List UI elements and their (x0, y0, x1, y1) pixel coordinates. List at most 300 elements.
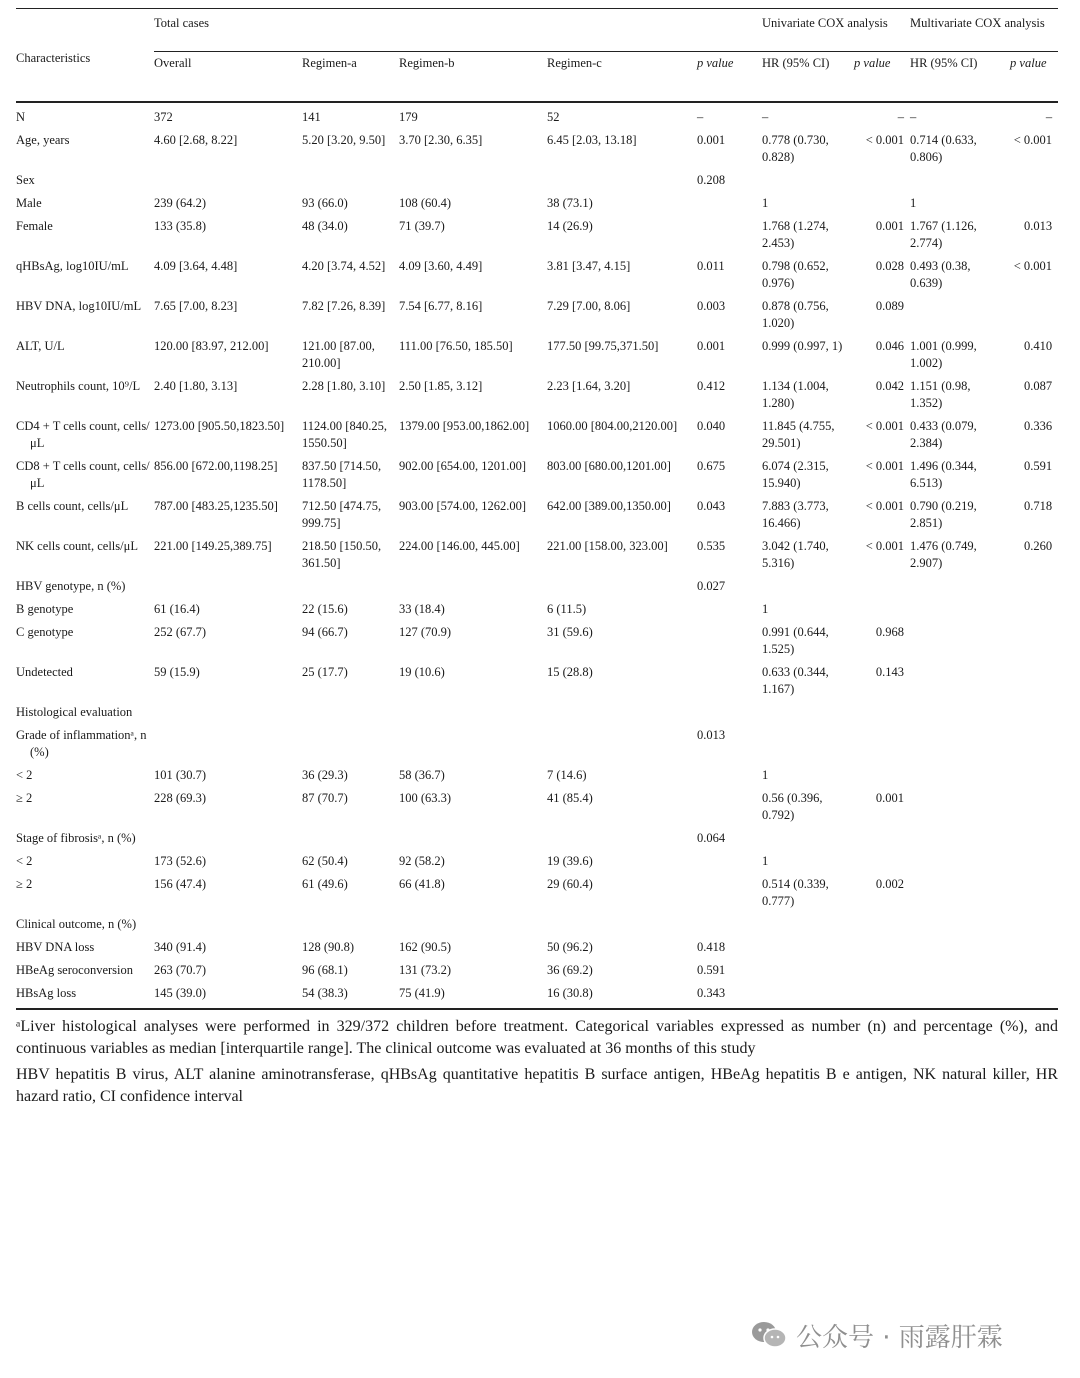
table-row (16, 166, 1058, 189)
cell-univariate-p (854, 189, 910, 212)
table-row (16, 452, 1058, 492)
row-label: Age, years (16, 133, 70, 147)
table-row (16, 412, 1058, 452)
cell-univariate-hr: 0.878 (0.756, 1.020) (762, 299, 829, 330)
cell-p-value (697, 910, 762, 933)
table-row (16, 784, 1058, 824)
cell-multivariate-hr: – (910, 110, 917, 124)
watermark-text: 公众号 · 雨露肝霖 (796, 1322, 1003, 1353)
row-label: HBV genotype, n (%) (16, 579, 126, 593)
cell-univariate-p: 0.028 (875, 259, 905, 273)
cell-multivariate-hr (910, 847, 994, 870)
cell-multivariate-hr (910, 166, 994, 189)
cell-univariate-hr (762, 956, 854, 979)
cell-overall: 4.60 [2.68, 8.22] (154, 133, 238, 147)
cell-univariate-hr: 3.042 (1.740, 5.316) (762, 539, 829, 570)
cell-regimen-b: 100 (63.3) (399, 791, 452, 805)
cell-univariate-hr (762, 979, 854, 1009)
row-label: ≥ 2 (16, 877, 33, 891)
cell-regimen-c: 52 (547, 110, 560, 124)
cell-regimen-c (547, 698, 697, 721)
cell-p-value: – (697, 110, 704, 124)
cell-multivariate-p: < 0.001 (1013, 133, 1053, 147)
cell-overall (154, 824, 302, 847)
table-row (16, 252, 1058, 292)
cell-univariate-p: 0.968 (875, 625, 905, 639)
cell-regimen-b (399, 572, 547, 595)
row-label: Female (16, 219, 53, 233)
cell-regimen-c (547, 910, 697, 933)
row-label: Stage of fibrosisᵃ, n (%) (16, 831, 136, 845)
cell-regimen-a: 7.82 [7.26, 8.39] (302, 299, 386, 313)
cell-regimen-a: 54 (38.3) (302, 979, 399, 1009)
cell-regimen-a: 218.50 [150.50, 361.50] (302, 539, 382, 570)
cell-overall: 1273.00 [905.50,1823.50] (154, 419, 285, 433)
cell-regimen-c: 803.00 [680.00,1201.00] (547, 459, 671, 473)
cell-multivariate-hr (910, 721, 994, 761)
cell-regimen-b: 71 (39.7) (399, 219, 445, 233)
cell-regimen-b: 162 (90.5) (399, 940, 452, 954)
cell-overall: 239 (64.2) (154, 196, 207, 210)
cell-multivariate-hr (910, 698, 994, 721)
cell-regimen-c: 29 (60.4) (547, 877, 593, 891)
cell-multivariate-hr: 1.496 (0.344, 6.513) (910, 459, 977, 490)
cell-multivariate-p (994, 910, 1058, 933)
cell-overall (154, 721, 302, 761)
cell-multivariate-hr (910, 595, 994, 618)
cell-multivariate-hr (910, 824, 994, 847)
row-label: C genotype (16, 625, 74, 639)
row-label: < 2 (16, 768, 33, 782)
table-row (16, 532, 1058, 572)
cell-multivariate-p (994, 166, 1058, 189)
cell-univariate-p (854, 761, 910, 784)
cell-p-value: 0.675 (697, 459, 726, 473)
cell-regimen-c: 7 (14.6) (547, 768, 587, 782)
cell-overall (154, 910, 302, 933)
cell-univariate-hr (762, 721, 854, 761)
cell-multivariate-p: 0.591 (1023, 459, 1053, 473)
cell-regimen-a (302, 721, 399, 761)
cell-overall: 2.40 [1.80, 3.13] (154, 379, 238, 393)
cell-univariate-p (854, 572, 910, 595)
cell-regimen-c: 7.29 [7.00, 8.06] (547, 299, 631, 313)
cell-regimen-a: 87 (70.7) (302, 791, 348, 805)
cell-univariate-p (854, 824, 910, 847)
cell-multivariate-p (994, 595, 1058, 618)
cell-p-value: 0.001 (697, 339, 726, 353)
cell-univariate-p: 0.089 (875, 299, 905, 313)
cell-regimen-c: 50 (96.2) (547, 940, 593, 954)
cell-regimen-b: 33 (18.4) (399, 602, 445, 616)
cell-multivariate-p (994, 933, 1058, 956)
cell-multivariate-p (994, 956, 1058, 979)
cell-univariate-hr: 1 (762, 768, 769, 782)
cell-p-value: 0.343 (697, 979, 762, 1009)
cell-multivariate-p (994, 979, 1058, 1009)
table-row (16, 492, 1058, 532)
row-label: HBeAg seroconversion (16, 963, 133, 977)
cell-univariate-p: < 0.001 (865, 133, 905, 147)
cell-regimen-b (399, 721, 547, 761)
cell-regimen-a (302, 910, 399, 933)
cell-overall: 340 (91.4) (154, 940, 207, 954)
cell-regimen-c: 177.50 [99.75,371.50] (547, 339, 659, 353)
cell-multivariate-p: 0.336 (1023, 419, 1053, 433)
cell-univariate-hr: 0.778 (0.730, 0.828) (762, 133, 829, 164)
col-regimen-b: Regimen-b (399, 52, 547, 103)
cell-overall: 856.00 [672.00,1198.25] (154, 459, 278, 473)
cell-p-value: 0.027 (697, 579, 726, 593)
cell-regimen-c: 221.00 [158.00, 323.00] (547, 539, 668, 553)
col-p-value: p value (697, 52, 762, 103)
cell-regimen-a: 22 (15.6) (302, 602, 348, 616)
cell-univariate-hr: 0.633 (0.344, 1.167) (762, 665, 829, 696)
cell-regimen-c: 14 (26.9) (547, 219, 593, 233)
cell-univariate-p: 0.001 (875, 219, 905, 233)
cell-regimen-a: 25 (17.7) (302, 665, 348, 679)
cell-p-value (697, 189, 762, 212)
cell-multivariate-hr: 1.151 (0.98, 1.352) (910, 379, 971, 410)
cell-multivariate-p (994, 618, 1058, 658)
cell-multivariate-hr (910, 784, 994, 824)
cell-univariate-p (854, 698, 910, 721)
cell-regimen-c: 3.81 [3.47, 4.15] (547, 259, 631, 273)
cell-p-value: 0.001 (697, 133, 726, 147)
cell-p-value: 0.412 (697, 379, 726, 393)
cell-multivariate-p: 0.718 (1023, 499, 1053, 513)
cell-p-value: 0.011 (697, 259, 725, 273)
cell-p-value: 0.043 (697, 499, 726, 513)
row-label: HBV DNA loss (16, 940, 95, 954)
cell-regimen-a: 61 (49.6) (302, 877, 348, 891)
cell-overall: 4.09 [3.64, 4.48] (154, 259, 238, 273)
cell-univariate-hr (762, 166, 854, 189)
cell-multivariate-hr (910, 572, 994, 595)
cell-regimen-a: 141 (302, 110, 321, 124)
wechat-icon (750, 1320, 788, 1350)
table-row (16, 189, 1058, 212)
cell-multivariate-hr: 0.714 (0.633, 0.806) (910, 133, 977, 164)
row-label: Male (16, 196, 42, 210)
table-row (16, 102, 1058, 126)
cell-regimen-b: 127 (70.9) (399, 625, 452, 639)
cell-overall: 145 (39.0) (154, 979, 302, 1009)
table-row (16, 721, 1058, 761)
cell-univariate-hr: 0.514 (0.339, 0.777) (762, 877, 829, 908)
cell-multivariate-p (994, 870, 1058, 910)
cell-multivariate-p (994, 698, 1058, 721)
col-regimen-c: Regimen-c (547, 52, 697, 103)
cell-overall: 252 (67.7) (154, 625, 207, 639)
cell-overall: 173 (52.6) (154, 854, 207, 868)
cell-p-value: 0.003 (697, 299, 726, 313)
cell-univariate-hr (762, 824, 854, 847)
cell-p-value (697, 618, 762, 658)
table-row (16, 292, 1058, 332)
cell-regimen-a: 712.50 [474.75, 999.75] (302, 499, 382, 530)
cell-regimen-b: 75 (41.9) (399, 979, 547, 1009)
cell-multivariate-p: 0.260 (1023, 539, 1053, 553)
row-label: HBV DNA, log10IU/mL (16, 299, 142, 313)
cell-regimen-b (399, 698, 547, 721)
cell-multivariate-hr (910, 870, 994, 910)
cell-regimen-b: 224.00 [146.00, 445.00] (399, 539, 520, 553)
row-label: CD4 + T cells count, cells/μL (16, 419, 150, 450)
cell-regimen-b (399, 166, 547, 189)
cell-univariate-p: 0.143 (875, 665, 905, 679)
cell-univariate-p (854, 956, 910, 979)
cell-univariate-hr: 0.991 (0.644, 1.525) (762, 625, 829, 656)
cell-regimen-b: 7.54 [6.77, 8.16] (399, 299, 483, 313)
header-univariate: Univariate COX analysis (762, 9, 910, 52)
cell-univariate-p: < 0.001 (865, 419, 905, 433)
cell-regimen-a (302, 166, 399, 189)
cell-univariate-hr: 0.999 (0.997, 1) (762, 339, 843, 353)
cell-regimen-c: 19 (39.6) (547, 854, 593, 868)
cell-regimen-a: 62 (50.4) (302, 854, 348, 868)
col-univariate-p: p value (854, 52, 910, 103)
cell-multivariate-hr (910, 618, 994, 658)
table-row (16, 658, 1058, 698)
table-row (16, 761, 1058, 784)
cell-multivariate-hr: 0.433 (0.079, 2.384) (910, 419, 977, 450)
row-label: Undetected (16, 665, 73, 679)
cell-regimen-c: 16 (30.8) (547, 979, 697, 1009)
cell-regimen-c (547, 721, 697, 761)
cell-p-value: 0.013 (697, 728, 726, 742)
cell-multivariate-hr (910, 658, 994, 698)
cell-multivariate-p: 0.087 (1023, 379, 1053, 393)
table-row (16, 847, 1058, 870)
cell-univariate-p: < 0.001 (865, 459, 905, 473)
cell-regimen-a: 2.28 [1.80, 3.10] (302, 379, 386, 393)
cell-regimen-b: 58 (36.7) (399, 768, 445, 782)
cell-regimen-a (302, 698, 399, 721)
cell-univariate-p (854, 166, 910, 189)
cell-univariate-p (854, 910, 910, 933)
cell-p-value (697, 870, 762, 910)
cell-multivariate-hr: 1 (910, 196, 917, 210)
row-label: < 2 (16, 854, 33, 868)
cell-regimen-c: 6.45 [2.03, 13.18] (547, 133, 637, 147)
row-label: Neutrophils count, 10⁹/L (16, 379, 141, 393)
cell-univariate-hr (762, 698, 854, 721)
cell-p-value: 0.418 (697, 940, 726, 954)
cell-regimen-b: 903.00 [574.00, 1262.00] (399, 499, 527, 513)
cell-multivariate-p (994, 189, 1058, 212)
cell-regimen-a: 1124.00 [840.25, 1550.50] (302, 419, 387, 450)
cell-regimen-a: 5.20 [3.20, 9.50] (302, 133, 386, 147)
cell-multivariate-hr: 1.001 (0.999, 1.002) (910, 339, 977, 370)
cell-regimen-a: 837.50 [714.50, 1178.50] (302, 459, 382, 490)
cell-overall: 156 (47.4) (154, 877, 207, 891)
table-page (16, 8, 1058, 1108)
cell-univariate-p: – (897, 110, 905, 124)
cell-p-value (697, 212, 762, 252)
cell-regimen-b (399, 824, 547, 847)
cell-univariate-p (854, 595, 910, 618)
cell-regimen-c: 1060.00 [804.00,2120.00] (547, 419, 678, 433)
cell-univariate-hr: 1 (762, 854, 769, 868)
cell-regimen-c: 31 (59.6) (547, 625, 593, 639)
cell-multivariate-p (994, 761, 1058, 784)
cell-regimen-c: 41 (85.4) (547, 791, 593, 805)
cell-regimen-c (547, 572, 697, 595)
cell-multivariate-p (994, 572, 1058, 595)
cell-overall: 787.00 [483.25,1235.50] (154, 499, 278, 513)
cell-regimen-c: 642.00 [389.00,1350.00] (547, 499, 671, 513)
cell-regimen-c (547, 824, 697, 847)
row-label: CD8 + T cells count, cells/μL (16, 459, 150, 490)
cell-univariate-p: 0.001 (875, 791, 905, 805)
cell-overall (154, 572, 302, 595)
cell-univariate-hr (762, 933, 854, 956)
cell-multivariate-hr (910, 956, 994, 979)
characteristics-table (16, 8, 1058, 1010)
cell-univariate-p (854, 721, 910, 761)
cell-regimen-a: 128 (90.8) (302, 940, 355, 954)
cell-regimen-b: 1379.00 [953.00,1862.00] (399, 419, 530, 433)
cell-p-value: 0.040 (697, 419, 726, 433)
cell-univariate-hr: 1 (762, 196, 769, 210)
row-label: ≥ 2 (16, 791, 33, 805)
cell-regimen-a (302, 824, 399, 847)
table-body (16, 102, 1058, 1009)
cell-univariate-p: < 0.001 (865, 499, 905, 513)
table-row (16, 910, 1058, 933)
cell-univariate-hr: 1.768 (1.274, 2.453) (762, 219, 829, 250)
cell-univariate-p: 0.046 (875, 339, 905, 353)
cell-multivariate-hr: 1.767 (1.126, 2.774) (910, 219, 977, 250)
cell-regimen-c: 15 (28.8) (547, 665, 593, 679)
cell-univariate-p (854, 933, 910, 956)
table-row (16, 956, 1058, 979)
cell-overall: 101 (30.7) (154, 768, 207, 782)
row-label: ALT, U/L (16, 339, 65, 353)
row-label: NK cells count, cells/μL (16, 539, 138, 553)
table-row (16, 870, 1058, 910)
cell-univariate-hr: 1 (762, 602, 769, 616)
table-row (16, 698, 1058, 721)
cell-multivariate-p: 0.410 (1023, 339, 1053, 353)
cell-p-value: 0.591 (697, 963, 726, 977)
cell-univariate-hr: 0.56 (0.396, 0.792) (762, 791, 823, 822)
table-row (16, 618, 1058, 658)
footnote: ᵃLiver histological analyses were performed in 329/372 children before treatment. Categorical variables expressed as number (n) and percentage (%), and continuous variables as median [interquartile range]. The clinical outcome was evaluated at 36 months of this study (16, 1018, 1058, 1057)
cell-multivariate-hr: 0.493 (0.38, 0.639) (910, 259, 971, 290)
cell-regimen-b: 4.09 [3.60, 4.49] (399, 259, 483, 273)
cell-regimen-b: 108 (60.4) (399, 196, 452, 210)
cell-univariate-hr: 7.883 (3.773, 16.466) (762, 499, 829, 530)
cell-regimen-b: 2.50 [1.85, 3.12] (399, 379, 483, 393)
cell-regimen-a (302, 572, 399, 595)
cell-univariate-p: 0.002 (875, 877, 905, 891)
table-row (16, 332, 1058, 372)
cell-overall: 221.00 [149.25,389.75] (154, 539, 272, 553)
cell-p-value: 0.208 (697, 173, 726, 187)
cell-multivariate-p (994, 292, 1058, 332)
header-sub-row (16, 52, 1058, 103)
cell-p-value (697, 595, 762, 618)
cell-regimen-a: 121.00 [87.00, 210.00] (302, 339, 375, 370)
cell-overall: 59 (15.9) (154, 665, 200, 679)
cell-regimen-b: 111.00 [76.50, 185.50] (399, 339, 513, 353)
cell-univariate-hr: 1.134 (1.004, 1.280) (762, 379, 829, 410)
cell-regimen-a: 96 (68.1) (302, 963, 348, 977)
cell-univariate-hr (762, 572, 854, 595)
cell-multivariate-p (994, 824, 1058, 847)
table-row (16, 979, 1058, 1009)
cell-regimen-a: 4.20 [3.74, 4.52] (302, 259, 386, 273)
table-row (16, 595, 1058, 618)
table-row (16, 126, 1058, 166)
cell-p-value (697, 658, 762, 698)
cell-regimen-b: 902.00 [654.00, 1201.00] (399, 459, 527, 473)
table-row (16, 572, 1058, 595)
cell-univariate-hr: 0.798 (0.652, 0.976) (762, 259, 829, 290)
cell-multivariate-p (994, 847, 1058, 870)
cell-overall (154, 166, 302, 189)
header-total-cases: Total cases (154, 9, 762, 52)
row-label: Grade of inflammationᵃ, n (%) (16, 728, 147, 759)
cell-multivariate-hr: 1.476 (0.749, 2.907) (910, 539, 977, 570)
cell-multivariate-p (994, 784, 1058, 824)
table-row (16, 824, 1058, 847)
row-label: N (16, 110, 26, 124)
cell-p-value (697, 698, 762, 721)
col-regimen-a: Regimen-a (302, 52, 399, 103)
cell-multivariate-hr (910, 761, 994, 784)
cell-regimen-c: 6 (11.5) (547, 602, 587, 616)
row-label: qHBsAg, log10IU/mL (16, 259, 129, 273)
cell-regimen-c: 2.23 [1.64, 3.20] (547, 379, 631, 393)
cell-regimen-b: 19 (10.6) (399, 665, 445, 679)
header-characteristics: Characteristics (16, 9, 154, 103)
cell-univariate-hr: – (762, 110, 769, 124)
cell-univariate-p: < 0.001 (865, 539, 905, 553)
cell-univariate-p: 0.042 (875, 379, 905, 393)
cell-univariate-p (854, 979, 910, 1009)
cell-p-value (697, 761, 762, 784)
cell-p-value (697, 784, 762, 824)
cell-regimen-c (547, 166, 697, 189)
watermark (750, 1318, 1003, 1352)
abbreviations-note: HBV hepatitis B virus, ALT alanine aminotransferase, qHBsAg quantitative hepatitis B surface antigen, HBeAg hepatitis B e antigen, NK natural killer, HR hazard ratio, CI confidence interval (16, 1066, 1058, 1105)
cell-regimen-c: 38 (73.1) (547, 196, 593, 210)
header-group-row (16, 9, 1058, 52)
cell-multivariate-hr (910, 979, 994, 1009)
cell-overall: 228 (69.3) (154, 791, 207, 805)
cell-regimen-b: 66 (41.8) (399, 877, 445, 891)
cell-overall: 7.65 [7.00, 8.23] (154, 299, 238, 313)
cell-overall: 263 (70.7) (154, 963, 207, 977)
row-label: B genotype (16, 602, 74, 616)
col-multivariate-p: p value (994, 52, 1058, 103)
cell-p-value: 0.064 (697, 831, 726, 845)
cell-regimen-a: 94 (66.7) (302, 625, 348, 639)
cell-overall (154, 698, 302, 721)
cell-multivariate-p: 0.013 (1023, 219, 1053, 233)
cell-regimen-a: 48 (34.0) (302, 219, 348, 233)
cell-univariate-p (854, 847, 910, 870)
cell-regimen-b: 3.70 [2.30, 6.35] (399, 133, 483, 147)
cell-overall: 133 (35.8) (154, 219, 207, 233)
cell-regimen-b: 179 (399, 110, 418, 124)
cell-multivariate-p (994, 658, 1058, 698)
table-row (16, 372, 1058, 412)
row-label: Histological evaluation (16, 705, 133, 719)
